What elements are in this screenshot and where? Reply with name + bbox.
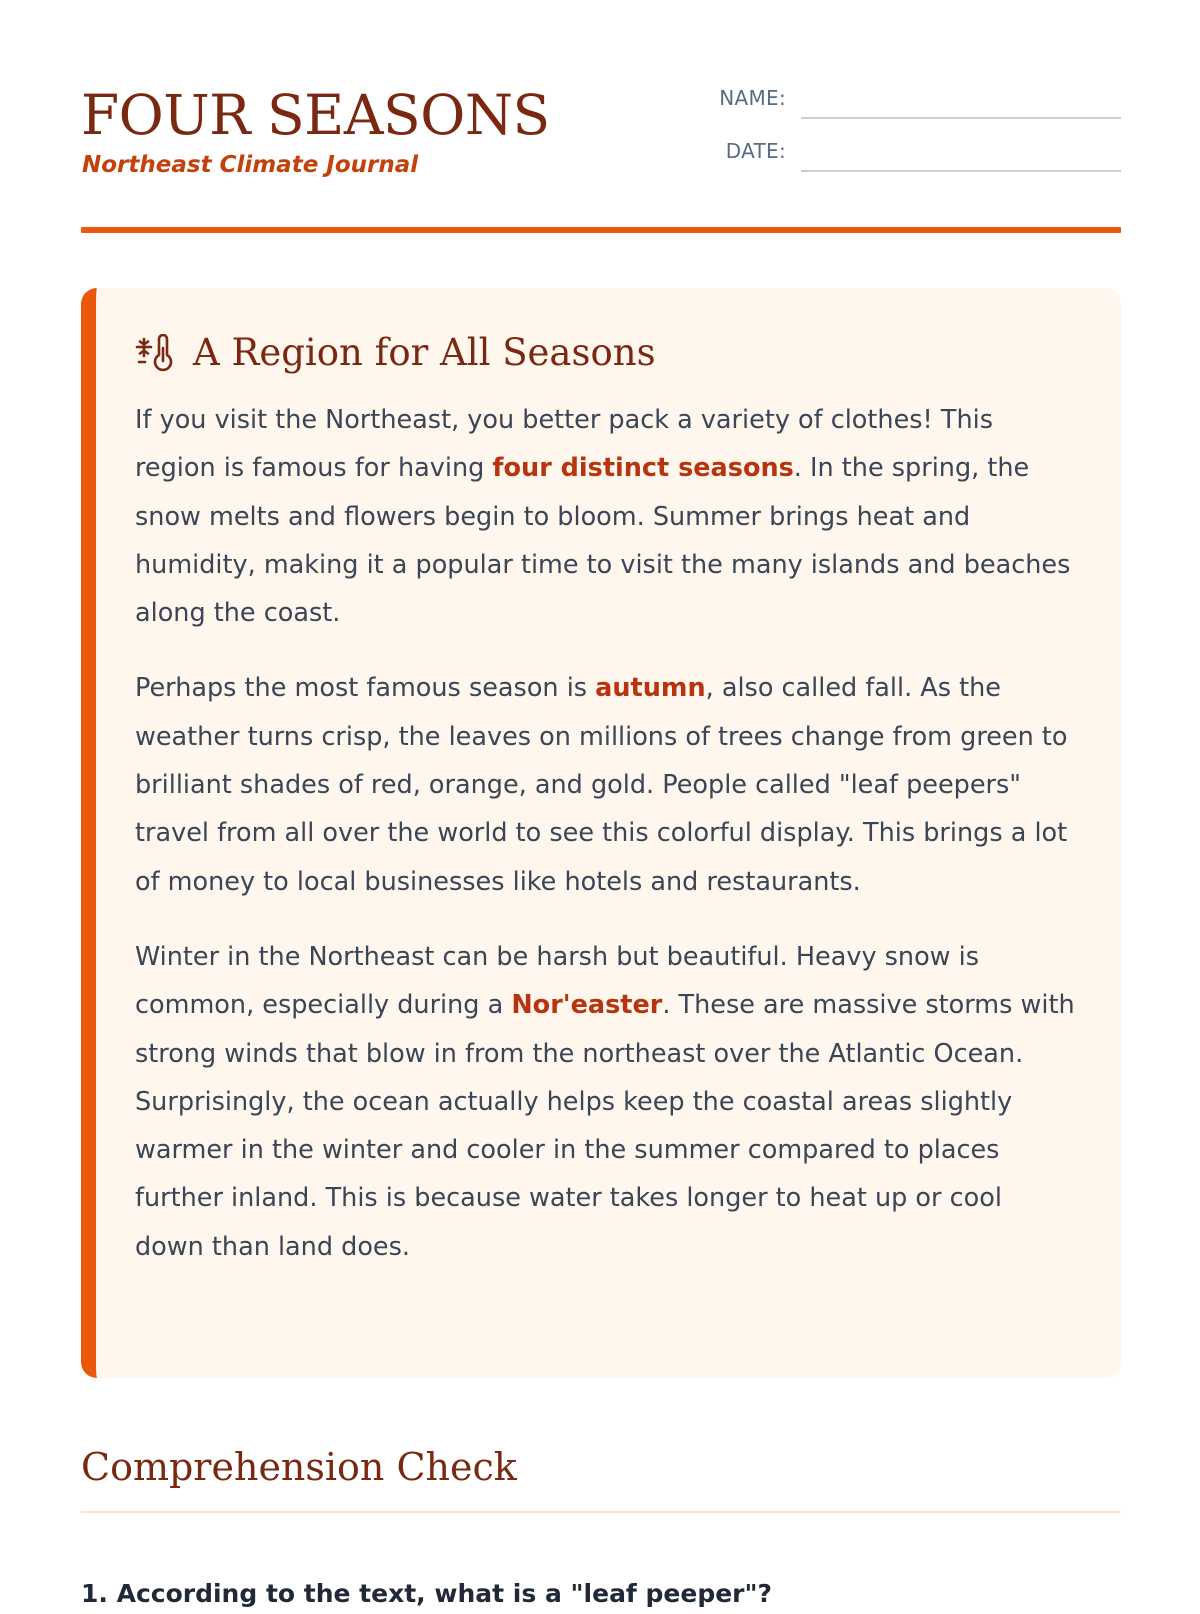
thermometer-snowflake-icon xyxy=(135,334,173,372)
student-info-fields xyxy=(681,80,1121,186)
reading-heading xyxy=(135,328,1075,378)
worksheet-header xyxy=(81,80,1121,230)
date-label: DATE: xyxy=(725,139,786,163)
comprehension-divider xyxy=(81,1511,1121,1513)
name-field xyxy=(681,80,1121,133)
header-divider xyxy=(81,227,1121,233)
key-term-four-distinct-seasons: four distinct seasons xyxy=(492,453,794,484)
paragraph-text: , also called fall. As the weather turns crisp, the leaves on millions of trees change from green to brilliant shades of red, orange, and gold. People called "leaf peepers" travel from all over the world to see this colorful display. This brings a lot of money to local businesses like hotels and restaurants. xyxy=(135,673,1068,897)
page-title: FOUR SEASONS xyxy=(81,83,550,147)
reading-paragraph-3 xyxy=(135,933,1075,1271)
comprehension-title: Comprehension Check xyxy=(81,1445,517,1489)
paragraph-text: . These are massive storms with strong winds that blow in from the northeast over the Atlantic Ocean. Surprisingly, the ocean actually helps keep the coastal areas slightly warmer in the winter and cooler in the summer compared to places further inland. This is because water takes longer to heat up or cool down than land does. xyxy=(135,990,1075,1262)
date-input-line[interactable] xyxy=(801,170,1121,172)
paragraph-text: . In the spring, the snow melts and flowers begin to bloom. Summer brings heat and humidity, making it a popular time to visit the many islands and beaches along the coast. xyxy=(135,453,1071,629)
paragraph-text: Perhaps the most famous season is xyxy=(135,673,596,704)
key-term-autumn: autumn xyxy=(595,673,706,704)
date-field xyxy=(681,133,1121,186)
reading-title: A Region for All Seasons xyxy=(193,331,656,374)
name-input-line[interactable] xyxy=(801,117,1121,119)
paragraph-text: Winter in the Northeast can be harsh but beautiful. Heavy snow is common, especially during a xyxy=(135,941,980,1021)
page-subtitle: Northeast Climate Journal xyxy=(82,152,419,178)
key-term-noreaster: Nor'easter xyxy=(511,990,663,1021)
reading-passage-card xyxy=(81,288,1121,1378)
name-label: NAME: xyxy=(719,86,786,110)
reading-paragraph-1 xyxy=(135,396,1075,637)
question-1: 1. According to the text, what is a "leaf peeper"? xyxy=(81,1579,773,1608)
paragraph-text: If you visit the Northeast, you better pack a variety of clothes! This region is famous for having xyxy=(135,405,993,484)
reading-paragraph-2 xyxy=(135,664,1075,905)
